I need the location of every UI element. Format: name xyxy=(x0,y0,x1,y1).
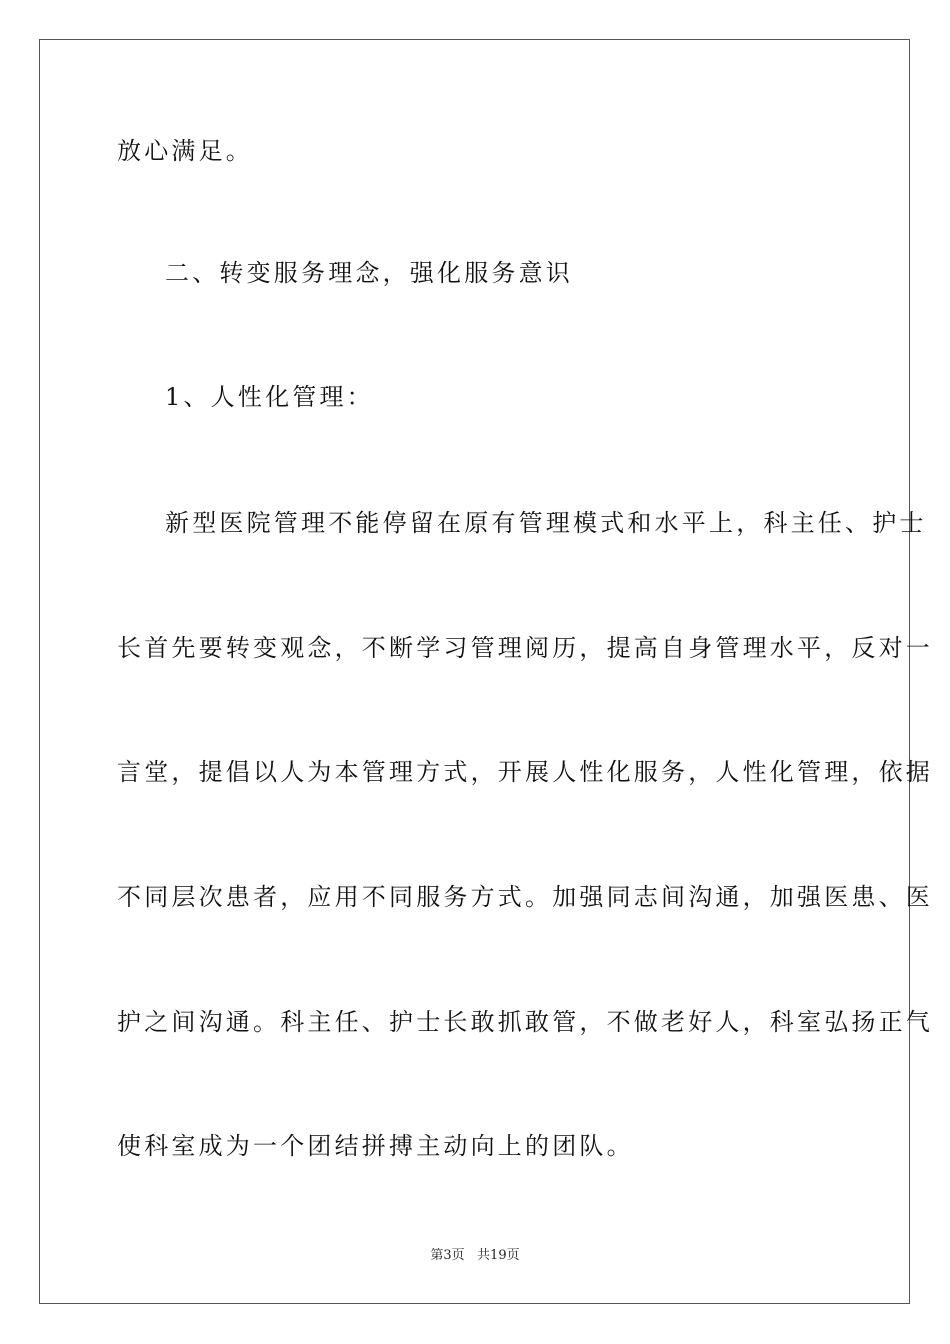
paragraph-line: 不同层次患者，应用不同服务方式。加强同志间沟通，加强医患、医 xyxy=(117,883,933,911)
page-border xyxy=(39,39,933,1304)
paragraph-line: 言堂，提倡以人为本管理方式，开展人性化服务，人性化管理，依据 xyxy=(117,758,933,786)
paragraph-line: 放心满足。 xyxy=(117,137,253,165)
paragraph-line: 新型医院管理不能停留在原有管理模式和水平上，科主任、护士 xyxy=(165,509,927,537)
page-number-footer: 第3页 共19页 xyxy=(430,1248,520,1263)
paragraph-line: 护之间沟通。科主任、护士长敢抓敢管，不做老好人，科室弘扬正气 xyxy=(117,1008,933,1036)
section-heading: 二、转变服务理念，强化服务意识 xyxy=(165,259,573,287)
paragraph-line: 长首先要转变观念，不断学习管理阅历，提高自身管理水平，反对一 xyxy=(117,634,933,662)
paragraph-line: 使科室成为一个团结拼搏主动向上的团队。 xyxy=(117,1132,634,1160)
subsection-heading: 1、人性化管理： xyxy=(165,383,374,411)
